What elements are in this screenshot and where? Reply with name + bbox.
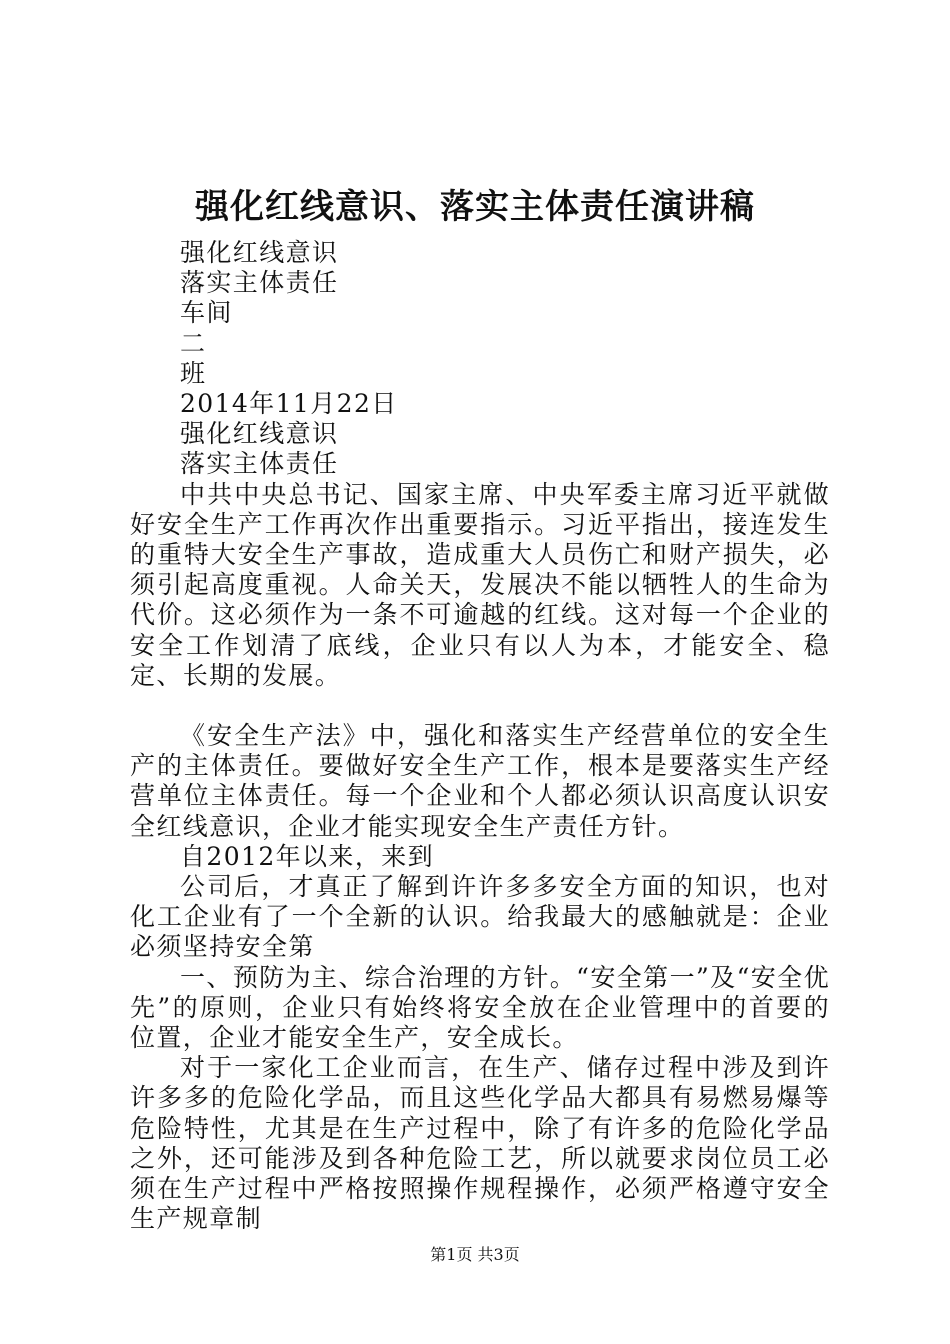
- paragraph: 对于一家化工企业而言，在生产、储存过程中涉及到许许多多的危险化学品，而且这些化学品大都具有易燃易爆等危险特性，尤其是在生产过程中，除了有许多的危险化学品之外，还可能涉及到各种危险工艺，所以就要求岗位员工必须在生产过程中严格按照操作规程操作，必须严格遵守安全生产规章制: [130, 1053, 830, 1234]
- paragraph: 中共中央总书记、国家主席、中央军委主席习近平就做好安全生产工作再次作出重要指示。习近平指出，接连发生的重特大安全生产事故，造成重大人员伤亡和财产损失，必须引起高度重视。人命关天，发展决不能以牺牲人的生命为代价。这必须作为一条不可逾越的红线。这对每一个企业的安全工作划清了底线，企业只有以人为本，才能安全、稳定、长期的发展。: [130, 479, 830, 690]
- header-line: 落实主体责任: [180, 449, 339, 479]
- header-line: 车间: [180, 298, 233, 328]
- paragraph: 一、预防为主、综合治理的方针。“安全第一”及“安全优先”的原则，企业只有始终将安全放在企业管理中的首要的位置，企业才能安全生产，安全成长。: [130, 962, 830, 1053]
- header-line: 强化红线意识: [180, 238, 339, 267]
- paragraph: 《安全生产法》中，强化和落实生产经营单位的安全生产的主体责任。要做好安全生产工作，根本是要落实生产经营单位主体责任。每一个企业和个人都必须认识高度认识安全红线意识，企业才能实现安全生产责任方针。: [130, 721, 830, 841]
- page-footer: 第1页 共3页: [430, 1245, 520, 1264]
- header-line: 落实主体责任: [180, 268, 339, 298]
- paragraph: 自2012年以来，来到: [180, 841, 435, 871]
- document-title: 强化红线意识、落实主体责任演讲稿: [195, 187, 755, 227]
- paragraph-spacer: [130, 691, 830, 721]
- header-line: 二: [180, 328, 207, 358]
- date-line: 2014年11月22日: [180, 389, 398, 419]
- paragraph: 公司后，才真正了解到许许多多安全方面的知识，也对化工企业有了一个全新的认识。给我最大的感触就是：企业必须坚持安全第: [130, 872, 830, 962]
- header-line: 班: [180, 358, 207, 388]
- header-line: 强化红线意识: [180, 419, 339, 449]
- document-body: [130, 238, 830, 1235]
